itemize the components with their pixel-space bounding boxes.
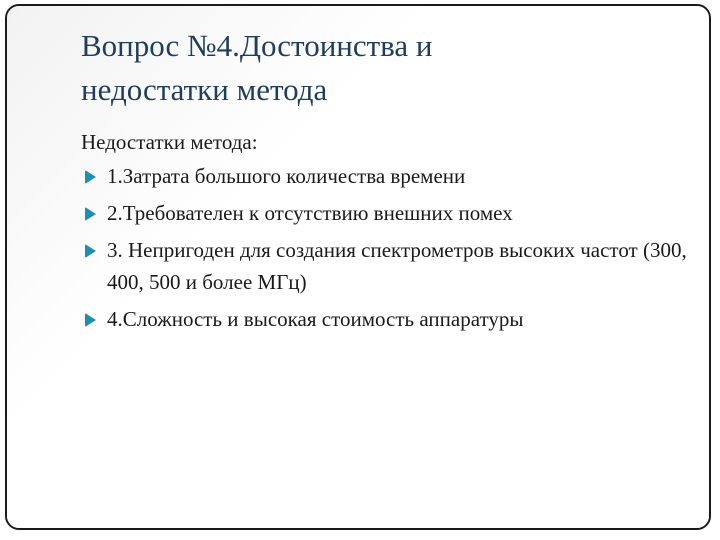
list-item [81,234,691,298]
list-item-text: 2.Требователен к отсутствию внешних помех [107,201,513,225]
bullet-list [81,160,691,335]
list-item-text: 4.Сложность и высокая стоимость аппаратуры [107,307,524,331]
slide-content [81,124,691,340]
list-item [81,303,691,335]
title-line-1: Вопрос №4.Достоинства и [81,28,433,63]
title-line-2: недостатки метода [81,72,328,107]
slide-title [81,24,681,112]
bullet-arrow-icon [85,313,96,327]
list-item [81,197,691,229]
bullet-arrow-icon [85,207,96,221]
list-item [81,160,691,192]
bullet-arrow-icon [85,170,96,184]
list-item-text: 3. Непригоден для создания спектрометров высоких частот (300, 400, 500 и более МГц) [107,238,687,294]
slide [5,4,711,530]
list-item-text: 1.Затрата большого количества времени [107,164,466,188]
bullet-arrow-icon [85,244,96,258]
intro-text: Недостатки метода: [81,130,258,154]
